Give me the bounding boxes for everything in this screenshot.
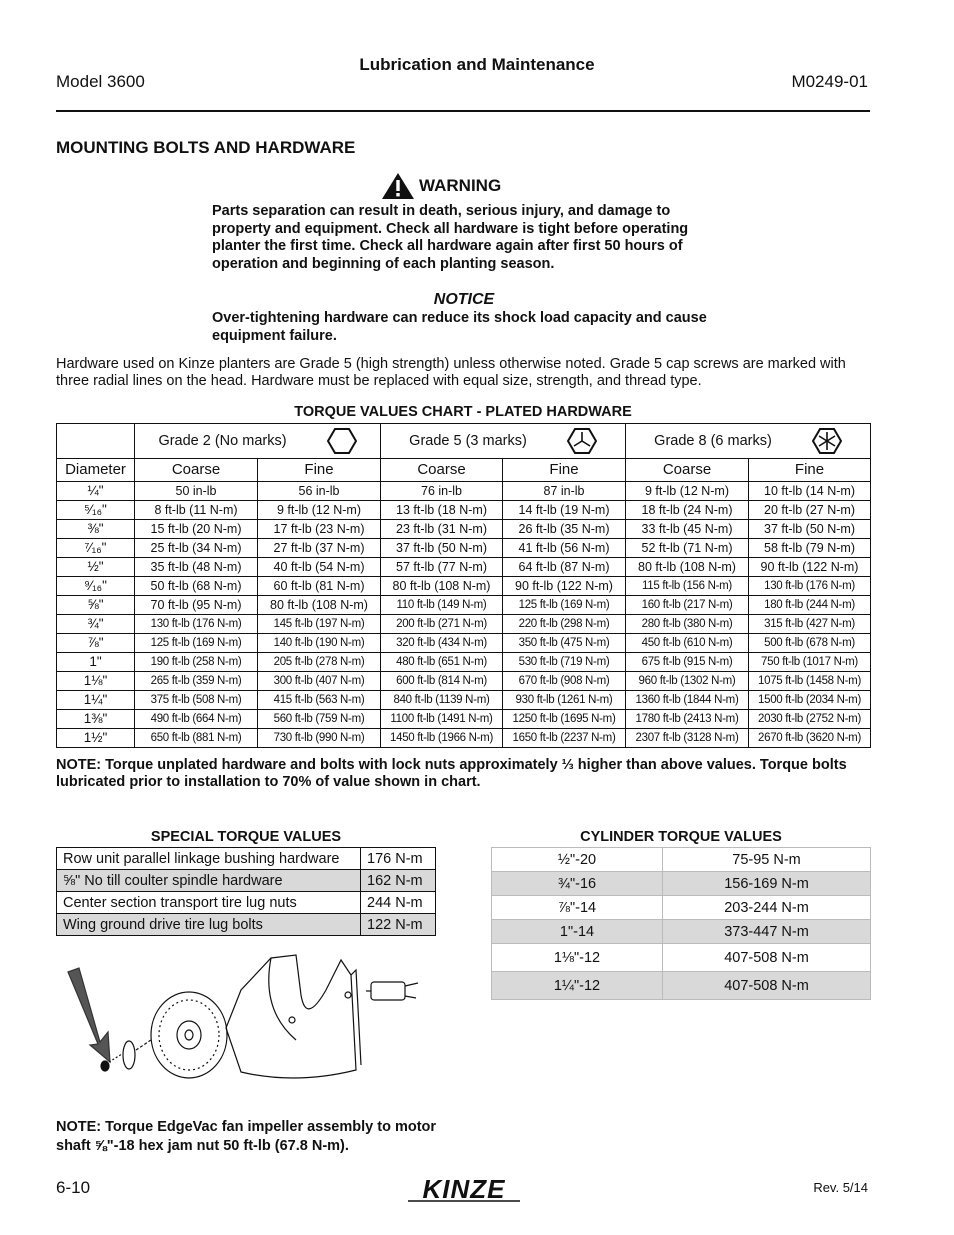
torque-cell: 23 ft-lb (31 N-m): [381, 520, 503, 539]
cylinder-size: ⅞"-14: [492, 896, 663, 920]
torque-cell: 1780 ft-lb (2413 N-m): [626, 710, 749, 729]
diameter-cell: 1": [57, 653, 135, 672]
diameter-cell: 1½": [57, 729, 135, 748]
torque-cell: 9 ft-lb (12 N-m): [258, 501, 381, 520]
torque-row: [57, 596, 871, 615]
diameter-cell: 1⅜": [57, 710, 135, 729]
grade-corner-cell: [57, 424, 135, 459]
torque-cell: 33 ft-lb (45 N-m): [626, 520, 749, 539]
torque-cell: 320 ft-lb (434 N-m): [381, 634, 503, 653]
special-torque-value: 162 N-m: [361, 870, 436, 892]
torque-cell: 27 ft-lb (37 N-m): [258, 539, 381, 558]
diameter-cell: ⅞": [57, 634, 135, 653]
diameter-cell: ¾": [57, 615, 135, 634]
cylinder-size: ½"-20: [492, 848, 663, 872]
torque-cell: 60 ft-lb (81 N-m): [258, 577, 381, 596]
cylinder-torque: 156-169 N-m: [663, 872, 871, 896]
hex-head-six-marks-icon: [812, 427, 842, 455]
special-torque-title: SPECIAL TORQUE VALUES: [150, 829, 342, 845]
grade-8-header: [626, 424, 871, 459]
torque-cell: 50 ft-lb (68 N-m): [135, 577, 258, 596]
torque-cell: 375 ft-lb (508 N-m): [135, 691, 258, 710]
header-title: Lubrication and Maintenance: [359, 55, 595, 74]
torque-values-table: [56, 423, 871, 748]
torque-row: [57, 729, 871, 748]
torque-cell: 350 ft-lb (475 N-m): [503, 634, 626, 653]
torque-row: [57, 672, 871, 691]
torque-row: [57, 558, 871, 577]
warning-triangle-icon: [381, 172, 415, 200]
torque-cell: 1650 ft-lb (2237 N-m): [503, 729, 626, 748]
warning-text: Parts separation can result in death, serious injury, and damage to property and equipment. Check all hardware is tight before operating planter the first time. Check all hardware again after first 50 hours of operation and beginning of each planting season.: [212, 203, 689, 272]
special-torque-item: Wing ground drive tire lug bolts: [57, 914, 361, 936]
torque-cell: 1100 ft-lb (1491 N-m): [381, 710, 503, 729]
cylinder-torque: 203-244 N-m: [663, 896, 871, 920]
torque-cell: 35 ft-lb (48 N-m): [135, 558, 258, 577]
diameter-cell: ⁵⁄₁₆": [57, 501, 135, 520]
torque-cell: 2307 ft-lb (3128 N-m): [626, 729, 749, 748]
torque-cell: 9 ft-lb (12 N-m): [626, 482, 749, 501]
torque-cell: 80 ft-lb (108 N-m): [258, 596, 381, 615]
torque-cell: 80 ft-lb (108 N-m): [381, 577, 503, 596]
torque-row: [57, 577, 871, 596]
kinze-logo-text: KINZE: [422, 1174, 506, 1204]
warning-heading: [381, 172, 501, 200]
torque-row: [57, 653, 871, 672]
torque-cell: 280 ft-lb (380 N-m): [626, 615, 749, 634]
cylinder-size: 1⅛"-12: [492, 944, 663, 972]
special-torque-value: 244 N-m: [361, 892, 436, 914]
cylinder-size: 1"-14: [492, 920, 663, 944]
torque-cell: 20 ft-lb (27 N-m): [749, 501, 871, 520]
torque-row: [57, 539, 871, 558]
torque-cell: 14 ft-lb (19 N-m): [503, 501, 626, 520]
torque-cell: 26 ft-lb (35 N-m): [503, 520, 626, 539]
torque-cell: 52 ft-lb (71 N-m): [626, 539, 749, 558]
diameter-cell: 1¼": [57, 691, 135, 710]
torque-cell: 110 ft-lb (149 N-m): [381, 596, 503, 615]
torque-cell: 675 ft-lb (915 N-m): [626, 653, 749, 672]
grade-2-header: [135, 424, 381, 459]
torque-cell: 190 ft-lb (258 N-m): [135, 653, 258, 672]
torque-cell: 145 ft-lb (197 N-m): [258, 615, 381, 634]
torque-cell: 265 ft-lb (359 N-m): [135, 672, 258, 691]
torque-cell: 180 ft-lb (244 N-m): [749, 596, 871, 615]
torque-row: [57, 615, 871, 634]
cylinder-torque: 373-447 N-m: [663, 920, 871, 944]
page-number: 6-10: [56, 1178, 91, 1197]
torque-row: [57, 634, 871, 653]
kinze-logo: [404, 1174, 524, 1204]
torque-row: [57, 520, 871, 539]
torque-cell: 40 ft-lb (54 N-m): [258, 558, 381, 577]
notice-heading: NOTICE: [433, 291, 495, 308]
torque-chart-title: TORQUE VALUES CHART - PLATED HARDWARE: [294, 404, 632, 420]
torque-cell: 500 ft-lb (678 N-m): [749, 634, 871, 653]
special-torque-value: 122 N-m: [361, 914, 436, 936]
intro-paragraph: Hardware used on Kinze planters are Grade 5 (high strength) unless otherwise noted. Grade 5 cap screws are marked with three radial lines on the head. Hardware must be replaced with equal size, strength, and thread type.: [56, 356, 846, 389]
diameter-cell: ⁷⁄₁₆": [57, 539, 135, 558]
torque-cell: 490 ft-lb (664 N-m): [135, 710, 258, 729]
torque-cell: 670 ft-lb (908 N-m): [503, 672, 626, 691]
column-header: Coarse: [381, 459, 503, 482]
torque-cell: 37 ft-lb (50 N-m): [749, 520, 871, 539]
section-title: MOUNTING BOLTS AND HARDWARE: [56, 138, 356, 157]
torque-cell: 18 ft-lb (24 N-m): [626, 501, 749, 520]
cylinder-torque: 75-95 N-m: [663, 848, 871, 872]
diameter-cell: ⅝": [57, 596, 135, 615]
torque-cell: 15 ft-lb (20 N-m): [135, 520, 258, 539]
torque-cell: 2030 ft-lb (2752 N-m): [749, 710, 871, 729]
grade-5-header: [381, 424, 626, 459]
hex-head-three-marks-icon: [567, 427, 597, 455]
cylinder-torque-table: [491, 847, 871, 1000]
torque-cell: 315 ft-lb (427 N-m): [749, 615, 871, 634]
torque-cell: 1450 ft-lb (1966 N-m): [381, 729, 503, 748]
torque-cell: 76 in-lb: [381, 482, 503, 501]
torque-cell: 560 ft-lb (759 N-m): [258, 710, 381, 729]
torque-row: [57, 501, 871, 520]
special-torque-item: ⅝" No till coulter spindle hardware: [57, 870, 361, 892]
torque-cell: 650 ft-lb (881 N-m): [135, 729, 258, 748]
special-torque-item: Center section transport tire lug nuts: [57, 892, 361, 914]
header-doc-number: M0249-01: [791, 72, 868, 91]
torque-cell: 25 ft-lb (34 N-m): [135, 539, 258, 558]
torque-cell: 1075 ft-lb (1458 N-m): [749, 672, 871, 691]
revision-date: Rev. 5/14: [813, 1180, 868, 1195]
note-fan-impeller: NOTE: Torque EdgeVac fan impeller assembly to motor shaft ⅝"-18 hex jam nut 50 ft-lb (67.8 N-m).: [56, 1119, 437, 1154]
fan-impeller-diagram: [56, 950, 426, 1085]
torque-cell: 87 in-lb: [503, 482, 626, 501]
torque-cell: 600 ft-lb (814 N-m): [381, 672, 503, 691]
torque-cell: 450 ft-lb (610 N-m): [626, 634, 749, 653]
diameter-cell: 1⅛": [57, 672, 135, 691]
torque-cell: 205 ft-lb (278 N-m): [258, 653, 381, 672]
special-torque-item: Row unit parallel linkage bushing hardware: [57, 848, 361, 870]
torque-cell: 125 ft-lb (169 N-m): [503, 596, 626, 615]
torque-cell: 10 ft-lb (14 N-m): [749, 482, 871, 501]
column-header: Coarse: [626, 459, 749, 482]
special-torque-value: 176 N-m: [361, 848, 436, 870]
column-header: Fine: [258, 459, 381, 482]
torque-cell: 90 ft-lb (122 N-m): [749, 558, 871, 577]
torque-cell: 90 ft-lb (122 N-m): [503, 577, 626, 596]
torque-cell: 130 ft-lb (176 N-m): [749, 577, 871, 596]
torque-row: [57, 710, 871, 729]
column-header: Fine: [503, 459, 626, 482]
torque-cell: 125 ft-lb (169 N-m): [135, 634, 258, 653]
torque-row: [57, 691, 871, 710]
cylinder-torque: 407-508 N-m: [663, 972, 871, 1000]
torque-cell: 960 ft-lb (1302 N-m): [626, 672, 749, 691]
torque-cell: 160 ft-lb (217 N-m): [626, 596, 749, 615]
torque-cell: 17 ft-lb (23 N-m): [258, 520, 381, 539]
diameter-cell: ½": [57, 558, 135, 577]
torque-cell: 8 ft-lb (11 N-m): [135, 501, 258, 520]
torque-cell: 58 ft-lb (79 N-m): [749, 539, 871, 558]
torque-row: [57, 482, 871, 501]
note-unplated-hardware: NOTE: Torque unplated hardware and bolts with lock nuts approximately ⅓ higher than above values. Torque bolts lubricated prior to installation to 70% of value shown in chart.: [56, 757, 847, 790]
diameter-cell: ⁹⁄₁₆": [57, 577, 135, 596]
special-torque-table: [56, 847, 436, 936]
column-header: Diameter: [57, 459, 135, 482]
column-header: Fine: [749, 459, 871, 482]
torque-cell: 300 ft-lb (407 N-m): [258, 672, 381, 691]
cylinder-torque: 407-508 N-m: [663, 944, 871, 972]
torque-cell: 1360 ft-lb (1844 N-m): [626, 691, 749, 710]
torque-cell: 37 ft-lb (50 N-m): [381, 539, 503, 558]
torque-cell: 415 ft-lb (563 N-m): [258, 691, 381, 710]
torque-cell: 130 ft-lb (176 N-m): [135, 615, 258, 634]
torque-cell: 140 ft-lb (190 N-m): [258, 634, 381, 653]
torque-cell: 530 ft-lb (719 N-m): [503, 653, 626, 672]
column-header: Coarse: [135, 459, 258, 482]
torque-cell: 200 ft-lb (271 N-m): [381, 615, 503, 634]
torque-cell: 1250 ft-lb (1695 N-m): [503, 710, 626, 729]
cylinder-size: ¾"-16: [492, 872, 663, 896]
torque-cell: 64 ft-lb (87 N-m): [503, 558, 626, 577]
torque-cell: 840 ft-lb (1139 N-m): [381, 691, 503, 710]
torque-cell: 220 ft-lb (298 N-m): [503, 615, 626, 634]
grade-8-label: Grade 8 (6 marks): [654, 433, 772, 449]
torque-cell: 115 ft-lb (156 N-m): [626, 577, 749, 596]
torque-cell: 2670 ft-lb (3620 N-m): [749, 729, 871, 748]
cylinder-torque-title: CYLINDER TORQUE VALUES: [580, 829, 782, 845]
grade-5-label: Grade 5 (3 marks): [409, 433, 527, 449]
torque-cell: 80 ft-lb (108 N-m): [626, 558, 749, 577]
torque-cell: 1500 ft-lb (2034 N-m): [749, 691, 871, 710]
torque-cell: 480 ft-lb (651 N-m): [381, 653, 503, 672]
cylinder-size: 1¼"-12: [492, 972, 663, 1000]
torque-cell: 56 in-lb: [258, 482, 381, 501]
torque-cell: 70 ft-lb (95 N-m): [135, 596, 258, 615]
warning-label: WARNING: [419, 176, 502, 195]
torque-cell: 930 ft-lb (1261 N-m): [503, 691, 626, 710]
torque-cell: 41 ft-lb (56 N-m): [503, 539, 626, 558]
header-model: Model 3600: [56, 72, 145, 91]
torque-cell: 750 ft-lb (1017 N-m): [749, 653, 871, 672]
hex-head-no-marks-icon: [327, 427, 357, 455]
torque-cell: 13 ft-lb (18 N-m): [381, 501, 503, 520]
torque-cell: 50 in-lb: [135, 482, 258, 501]
diameter-cell: ¼": [57, 482, 135, 501]
notice-text: Over-tightening hardware can reduce its shock load capacity and cause equipment failure.: [212, 310, 707, 344]
torque-cell: 57 ft-lb (77 N-m): [381, 558, 503, 577]
header-rule: [56, 110, 870, 112]
grade-2-label: Grade 2 (No marks): [158, 433, 287, 449]
torque-cell: 730 ft-lb (990 N-m): [258, 729, 381, 748]
diameter-cell: ⅜": [57, 520, 135, 539]
